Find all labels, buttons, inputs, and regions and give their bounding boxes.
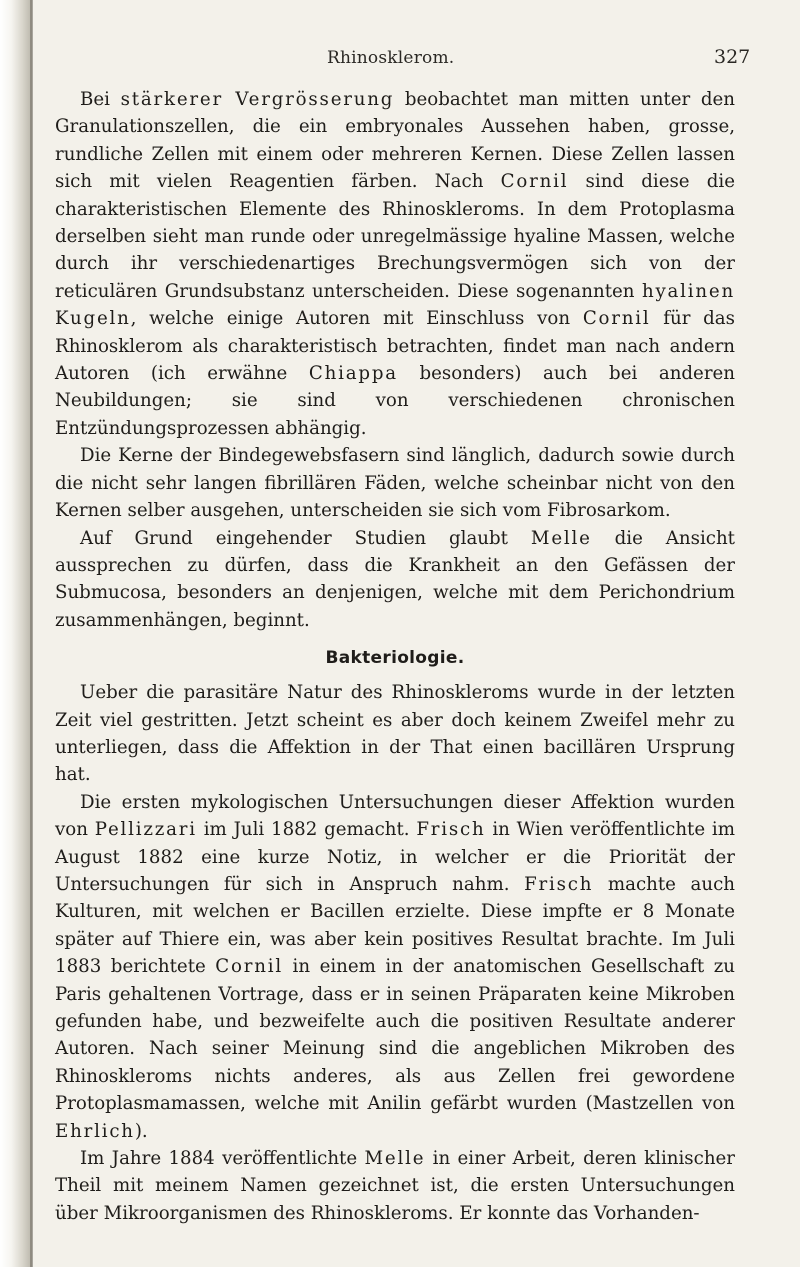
paragraph-5 (55, 789, 735, 1145)
text-run: besonders) auch bei anderen Neubildungen; sie sind von verschiedenen chronischen Entzündungsprozessen abhängig. (55, 363, 735, 439)
text-run: beobachtet man mitten unter den Granulationszellen, die ein embryonales Aussehen haben, grosse, rundliche Zellen mit einem oder mehreren Kernen. Diese Zellen lassen sich mit vielen Reagentien färben. Nach (55, 89, 735, 193)
author-name: Pellizzari (94, 819, 197, 841)
text-run: Auf Grund eingehender Studien glaubt (80, 527, 531, 549)
running-head: Rhinosklerom. (327, 48, 455, 68)
body-text (55, 86, 735, 1227)
book-page (38, 0, 800, 1267)
text-run: ). (134, 1120, 148, 1142)
text-run: Die ersten mykologischen Untersuchungen dieser Affektion wurden von (55, 791, 735, 841)
paragraph-6 (55, 1145, 735, 1227)
author-name: Frisch (416, 819, 486, 841)
author-name: Cornil (582, 308, 651, 330)
text-run: in einem in der anatomischen Gesellschaft zu Paris gehaltenen Vortrage, dass er in seinen Präparaten keine Mikroben gefunden habe, und bezweifelte auch die positiven Resultate anderer Autoren. Nach seiner Meinung sind die angeblichen Mikroben des Rhinoskleroms nichts anderes, als aus Zellen frei gewordene Protoplasmamassen, welche mit Anilin gefärbt wurden (Mastzellen von (55, 956, 735, 1115)
author-name: Cornil (500, 171, 569, 193)
text-run: für das Rhinosklerom als charakteristisch betrachten, findet man nach andern Autoren (ich erwähne (55, 308, 735, 385)
book-binding-edge (0, 0, 32, 1267)
spaced-emphasis: hyalinen Kugeln (55, 280, 735, 330)
text-run: in einer Arbeit, deren klinischer Theil mit meinem Namen gezeichnet ist, die ersten Untersuchungen über Mikroorganismen des Rhinoskleroms. Er konnte das Vorhanden- (55, 1148, 735, 1224)
author-name: Cornil (215, 956, 284, 978)
text-run: Bei (80, 89, 121, 110)
paragraph-2: Die Kerne der Bindegewebsfasern sind länglich, dadurch sowie durch die nicht sehr langen fibrillären Fäden, welche scheinbar nicht von den Kernen selber ausgehen, unterscheiden sie sich vom Fibrosarkom. (55, 445, 735, 522)
text-run: Im Jahre 1884 veröffentlichte (80, 1148, 365, 1170)
text-run: sind diese die charakteristischen Elemente des Rhinoskleroms. In dem Protoplasma derselben sieht man runde oder unregelmässige hyaline Massen, welche durch ihr verschiedenartiges Brechungsvermögen sich von der reticulären Grundsubstanz unterscheiden. Diese sogenannten (55, 171, 735, 302)
text-run: die Ansicht aussprechen zu dürfen, dass die Krankheit an den Gefässen der Submucosa, besonders an denjenigen, welche mit dem Perichondrium zusammenhängen, beginnt. (55, 527, 735, 631)
page-number: 327 (714, 46, 751, 68)
author-name: Chiappa (308, 363, 398, 385)
author-name: Melle (530, 527, 592, 549)
spaced-emphasis: stärkerer Vergrösserung (120, 89, 395, 110)
paragraph-4: Ueber die parasitäre Natur des Rhinoskleroms wurde in der letzten Zeit viel gestritten. Jetzt scheint es aber doch keinem Zweifel mehr zu unterliegen, dass die Affektion in der That einen bacillären Ursprung hat. (55, 682, 735, 786)
text-run: machte auch Kulturen, mit welchen er Bacillen erzielte. Diese impfte er 8 Monate später auf Thiere ein, was aber kein positives Resultat brachte. Im Juli 1883 berichtete (55, 873, 735, 978)
author-name: Frisch (524, 873, 594, 895)
text-run: in Wien veröffentlichte im August 1882 eine kurze Notiz, in welcher er die Priorität der Untersuchungen für sich in Anspruch nahm. (55, 819, 735, 895)
binding-shadow-line (30, 0, 33, 1267)
author-name: Melle (364, 1148, 426, 1170)
text-run: , welche einige Autoren mit Einschluss von (130, 308, 583, 330)
section-heading: Bakteriologie. (325, 648, 465, 669)
paragraph-3 (55, 525, 735, 635)
text-run: im Juli 1882 gemacht. (196, 819, 417, 841)
paragraph-1 (55, 86, 735, 442)
author-name: Ehrlich (55, 1120, 135, 1142)
